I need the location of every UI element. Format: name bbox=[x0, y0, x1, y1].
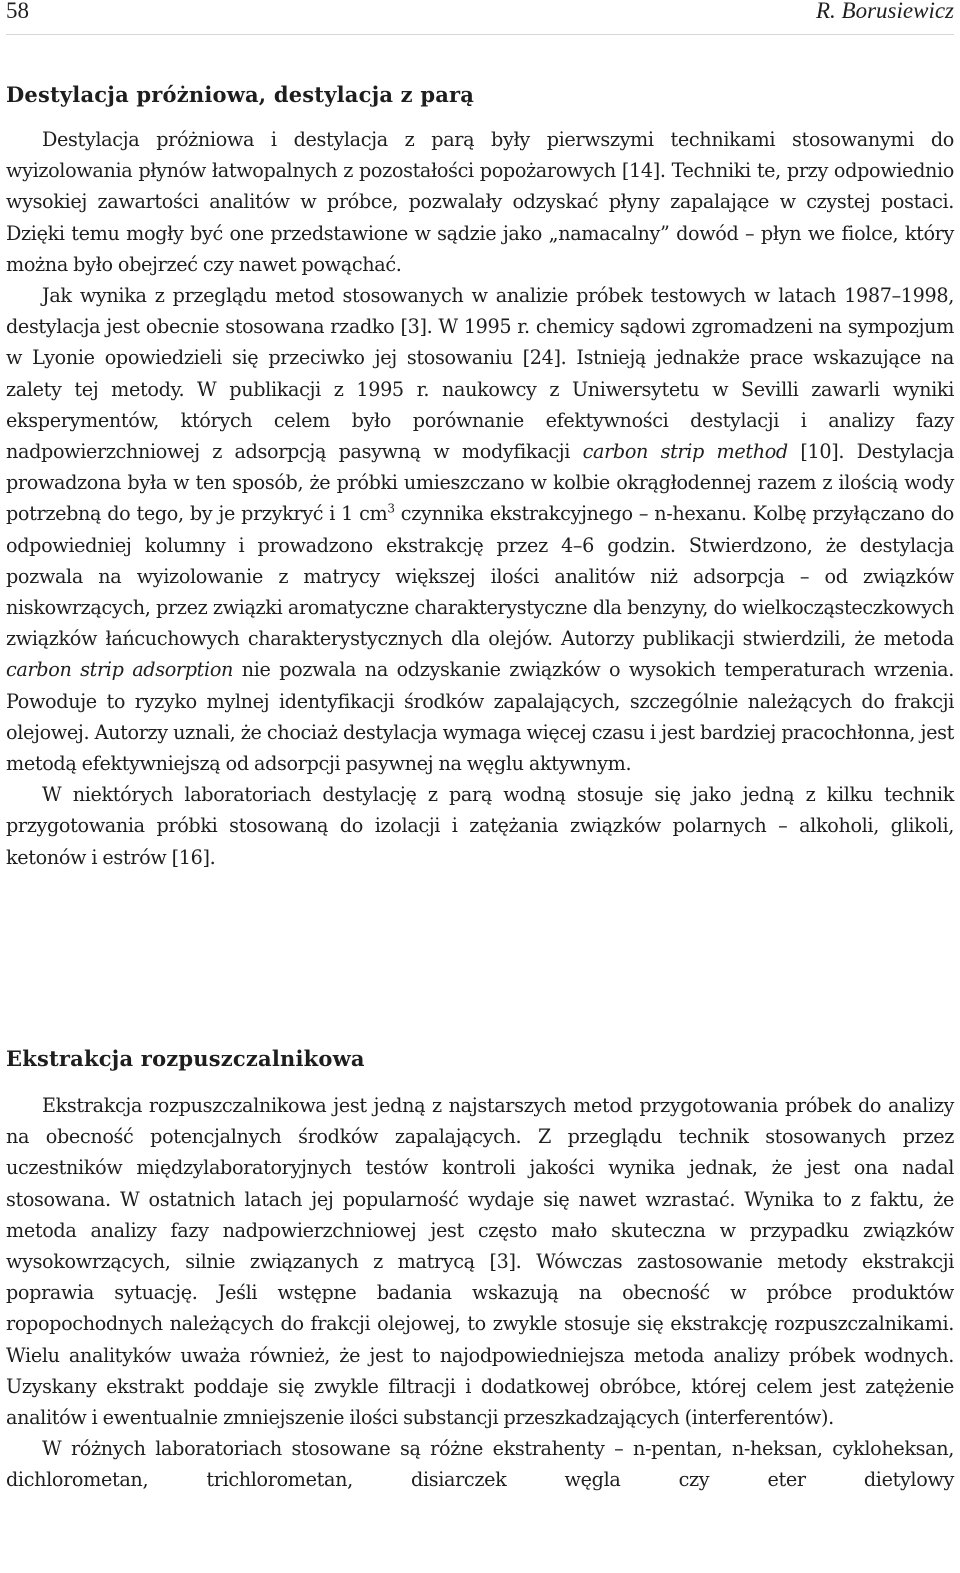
section-title-distillation: Destylacja próżniowa, destylacja z parą bbox=[6, 82, 475, 107]
paragraph bbox=[6, 280, 954, 779]
paragraph: W różnych laboratoriach stosowane są różne ekstrahenty – n-pentan, n-heksan, cykloheksan, dichlorometan, trichlorometan, disiarczek węgla czy eter dietylowy bbox=[6, 1437, 954, 1492]
paragraph-text: [10]. Destylacja prowadzona była w ten sposób, że próbki umieszczano w kolbie okrągłodennej razem z ilością wody potrzebną do tego, by je przykryć i 1 cm bbox=[6, 440, 954, 526]
paragraph: Destylacja próżniowa i destylacja z parą były pierwszymi technikami stosowanymi do wyizolowania płynów łatwopalnych z pozostałości popożarowych [14]. Techniki te, przy odpowiednio wysokiej zawartości analitów w próbce, pozwalały odzyskać płyny zapalające w czystej postaci. Dzięki temu mogły być one przedstawione w sądzie jako „namacalny” dowód – płyn we fiolce, który można było obejrzeć czy nawet powąchać. bbox=[6, 128, 954, 276]
superscript: 3 bbox=[387, 502, 395, 517]
paragraph-text: czynnika ekstrakcyjnego – n-hexanu. Kolbę przyłączano do odpowiedniej kolumny i prowadzono ekstrakcję przez 4–6 godzin. Stwierdzono, że destylacja pozwala na wyizolowanie z matrycy większej ilości analitów niż adsorpcja – od związków niskowrzących, przez związki aromatyczne charakterystyczne dla benzyny, do wielkocząsteczkowych związków łańcuchowych charakterystycznych dla olejów. Autorzy publikacji stwierdzili, że metoda bbox=[6, 502, 954, 651]
running-header bbox=[6, 0, 954, 30]
page-number: 58 bbox=[6, 0, 29, 23]
paragraph-text: Jak wynika z przeglądu metod stosowanych w analizie próbek testowych w latach 1987–1998, destylacja jest obecnie stosowana rzadko [3]. W 1995 r. chemicy sądowi zgromadzeni na sympozjum w Lyonie opowiedzieli się przeciwko jej stosowaniu [24]. Istnieją jednakże prace wskazujące na zalety tej metody. W publikacji z 1995 r. naukowcy z Uniwersytetu w Sevilli zawarli wyniki eksperymentów, których celem było porównanie efektywności destylacji i analizy fazy nadpowierzchniowej z adsorpcją pasywną w modyfikacji bbox=[6, 284, 954, 464]
section-body-solvent-extraction bbox=[6, 1090, 954, 1496]
paragraph: W niektórych laboratoriach destylację z parą wodną stosuje się jako jedną z kilku technik przygotowania próbki stosowaną do izolacji i zatężania związków polarnych – alkoholi, glikoli, ketonów i estrów [16]. bbox=[6, 783, 954, 869]
paragraph: Ekstrakcja rozpuszczalnikowa jest jedną z najstarszych metod przygotowania próbek do analizy na obecność potencjalnych środków zapalających. Z przeglądu technik stosowanych przez uczestników międzylaboratoryjnych testów kontroli jakości wynika jednak, że jest ona nadal stosowana. W ostatnich latach jej popularność wydaje się nawet wzrastać. Wynika to z faktu, że metoda analizy fazy nadpowierzchniowej jest często mało skuteczna w przypadku związków wysokowrzących, silnie związanych z matrycą [3]. Wówczas zastosowanie metody ekstrakcji poprawia sytuację. Jeśli wstępne badania wskazują na obecność w próbce produktów ropopochodnych należących do frakcji olejowej, to zwykle stosuje się ekstrakcję rozpuszczalnikami. Wielu analityków uważa również, że jest to najodpowiedniejsza metoda analizy próbek wodnych. Uzyskany ekstrakt poddaje się zwykle filtracji i dodatkowej obróbce, której celem jest zatężenie analitów i ewentualnie zmniejszenie ilości substancji przeszkadzających (interferentów). bbox=[6, 1094, 954, 1430]
italic-term: carbon strip adsorption bbox=[6, 658, 234, 682]
header-rule bbox=[6, 34, 954, 35]
italic-term: carbon strip method bbox=[582, 440, 788, 464]
section-title-solvent-extraction: Ekstrakcja rozpuszczalnikowa bbox=[6, 1046, 365, 1071]
section-body-distillation bbox=[6, 124, 954, 873]
running-author: R. Borusiewicz bbox=[816, 0, 954, 23]
paragraph-text: nie pozwala na odzyskanie związków o wysokich temperaturach wrzenia. Powoduje to ryzyko mylnej identyfikacji środków zapalających, szczególnie należących do frakcji olejowej. Autorzy uznali, że chociaż destylacja wymaga więcej czasu i jest bardziej pracochłonna, jest metodą efektywniejszą od adsorpcji pasywnej na węglu aktywnym. bbox=[6, 658, 954, 776]
